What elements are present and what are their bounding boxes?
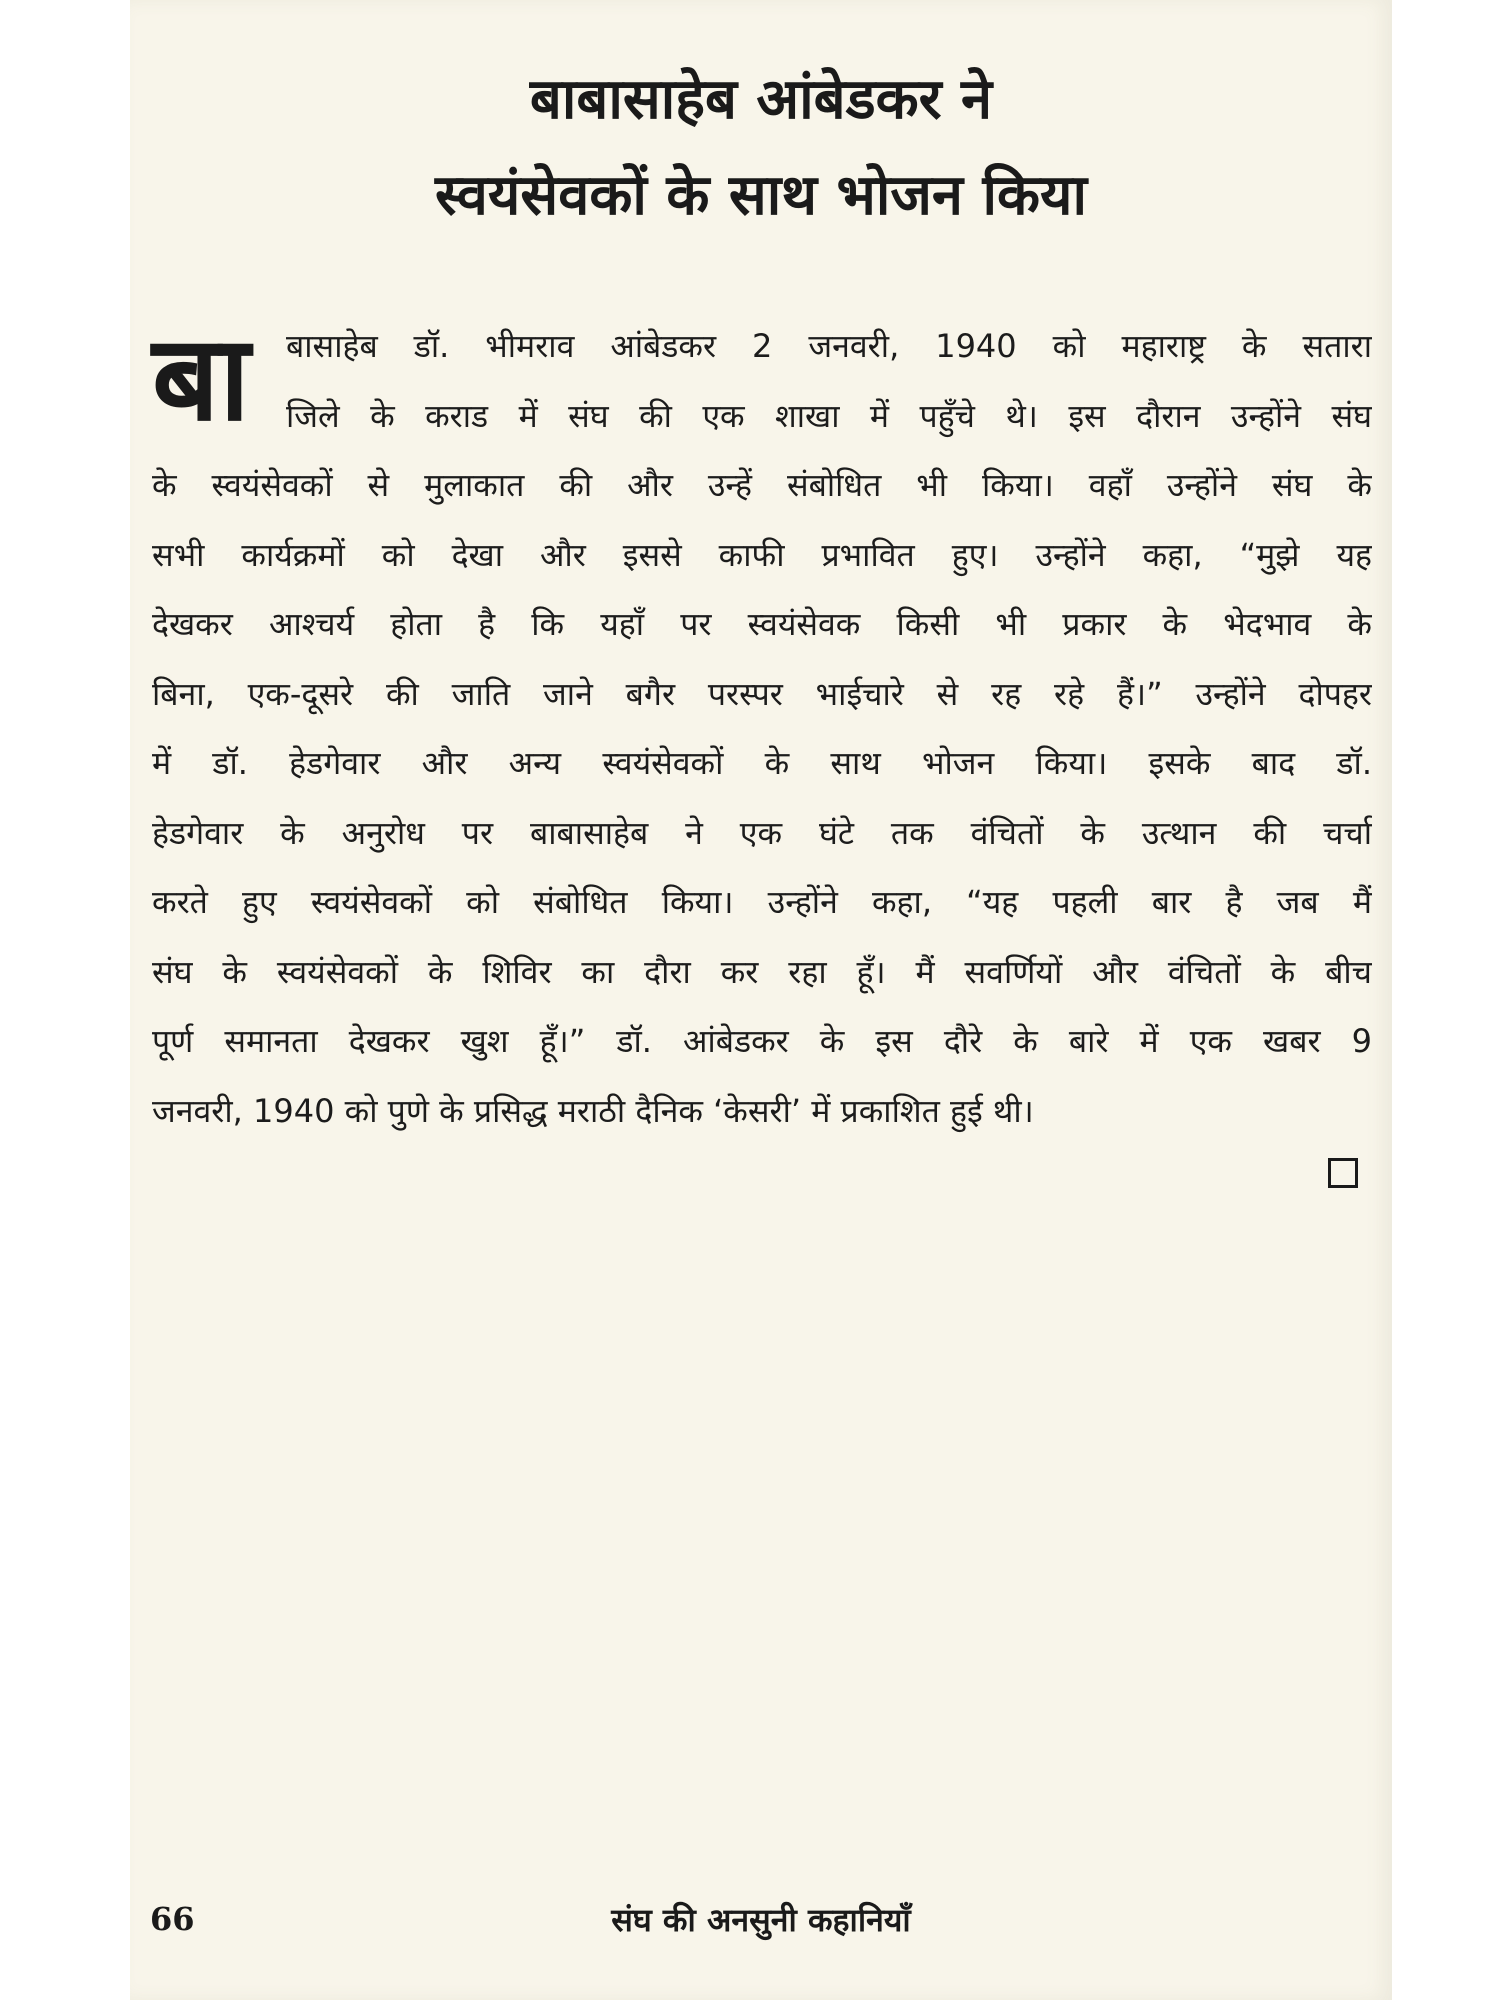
article-body	[152, 309, 1372, 1146]
book-page	[130, 0, 1392, 2000]
title-line-1: बाबासाहेब आंबेडकर ने	[529, 67, 993, 132]
body-line: जिले के कराड में संघ की एक शाखा में पहुँचे थे। इस दौरान उन्होंने संघ	[286, 396, 1372, 435]
title-line-2: स्वयंसेवकों के साथ भोजन किया	[434, 163, 1088, 228]
body-line: देखकर आश्चर्य होता है कि यहाँ पर स्वयंसेवक किसी भी प्रकार के भेदभाव के	[152, 605, 1372, 643]
body-line: सभी कार्यक्रमों को देखा और इससे काफी प्रभावित हुए। उन्होंने कहा, “मुझे यह	[152, 535, 1372, 574]
body-line: के स्वयंसेवकों से मुलाकात की और उन्हें संबोधित भी किया। वहाँ उन्होंने संघ के	[152, 466, 1372, 504]
drop-cap: बा	[152, 309, 250, 447]
body-line: करते हुए स्वयंसेवकों को संबोधित किया। उन्होंने कहा, “यह पहली बार है जब मैं	[152, 883, 1372, 921]
running-footer-book-title: संघ की अनसुनी कहानियाँ	[611, 1901, 911, 1939]
body-line: हेडगेवार के अनुरोध पर बाबासाहेब ने एक घंटे तक वंचितों के उत्थान की चर्चा	[152, 813, 1372, 852]
page-title	[130, 52, 1392, 244]
body-line: संघ के स्वयंसेवकों के शिविर का दौरा कर रहा हूँ। मैं सवर्णियों और वंचितों के बीच	[152, 952, 1372, 991]
page-number: 66	[150, 1900, 195, 1938]
body-line: में डॉ. हेडगेवार और अन्य स्वयंसेवकों के साथ भोजन किया। इसके बाद डॉ.	[152, 744, 1372, 782]
end-of-story-square-icon	[1328, 1158, 1358, 1188]
body-line: जनवरी, 1940 को पुणे के प्रसिद्ध मराठी दैनिक ‘केसरी’ में प्रकाशित हुई थी।	[152, 1091, 1034, 1130]
body-line: बासाहेब डॉ. भीमराव आंबेडकर 2 जनवरी, 1940 को महाराष्ट्र के सतारा	[286, 327, 1372, 365]
body-line: पूर्ण समानता देखकर खुश हूँ।” डॉ. आंबेडकर के इस दौरे के बारे में एक खबर 9	[152, 1022, 1372, 1060]
body-line: बिना, एक-दूसरे की जाति जाने बगैर परस्पर भाईचारे से रह रहे हैं।” उन्होंने दोपहर	[152, 674, 1372, 713]
